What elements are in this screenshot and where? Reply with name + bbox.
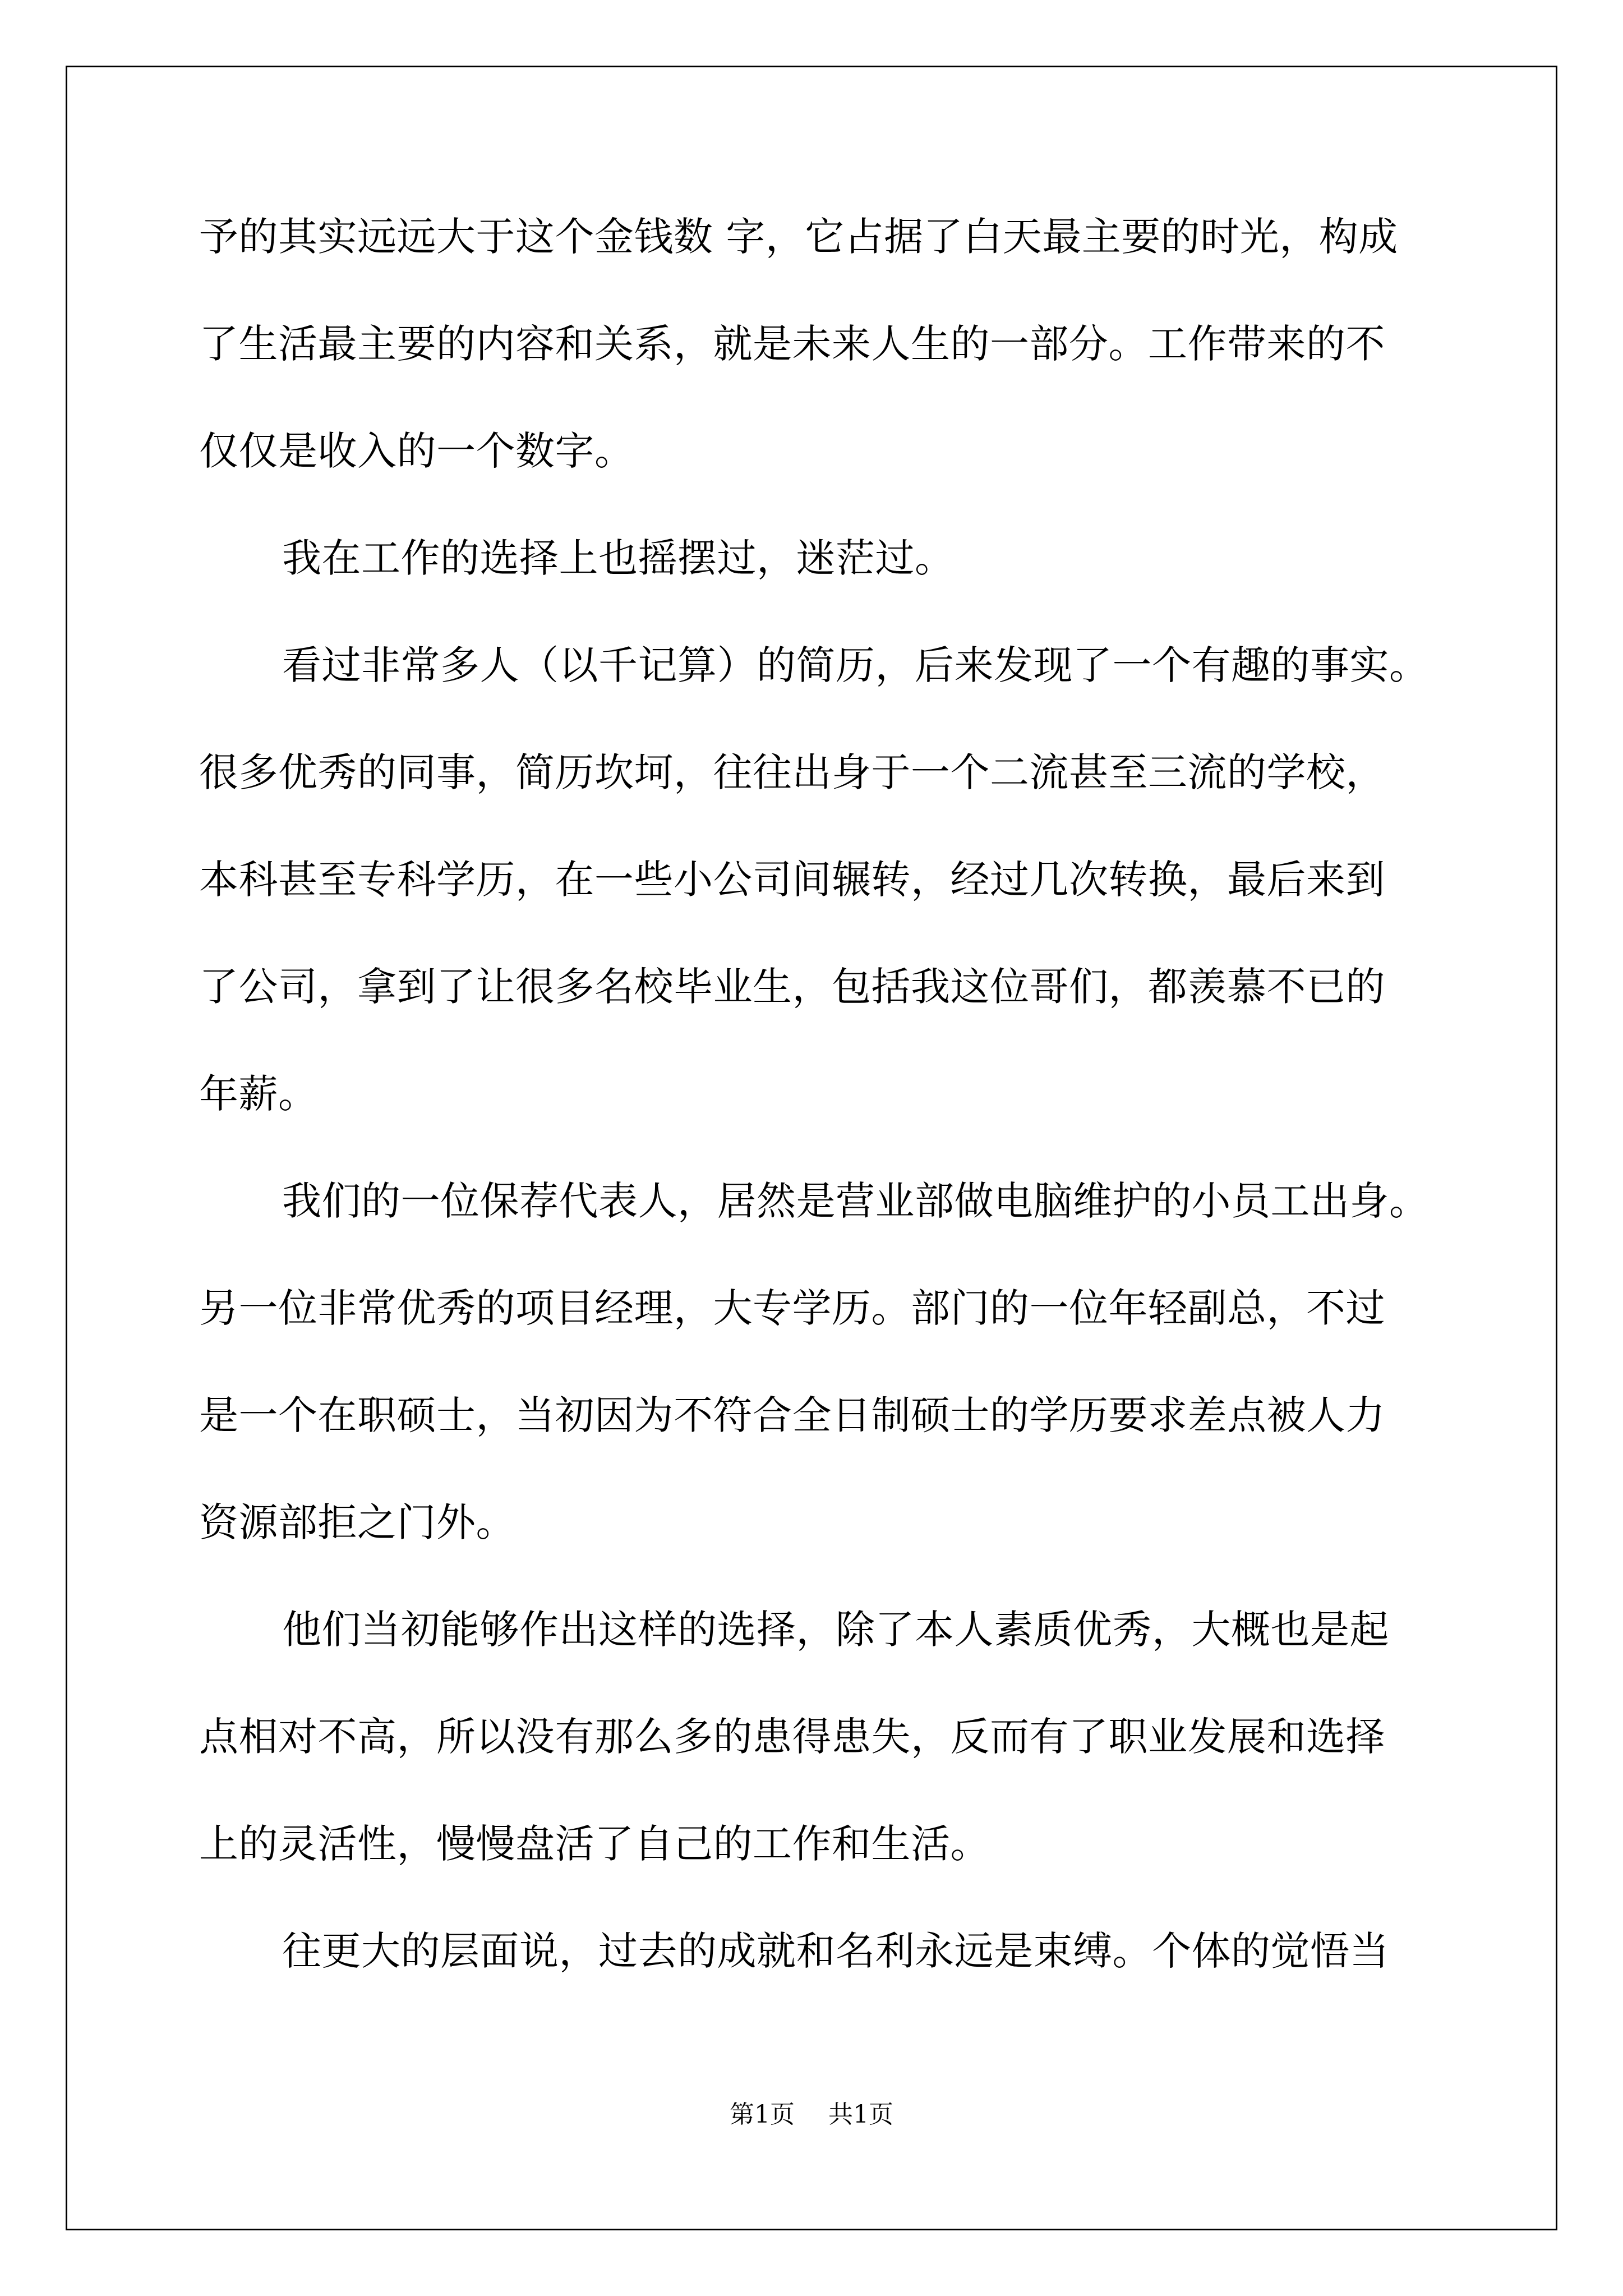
text-line: 另一位非常优秀的项目经理，大专学历。部门的一位年轻副总，不过	[199, 1285, 1385, 1331]
body-text	[199, 209, 1450, 2030]
text-line: 资源部拒之门外。	[199, 1499, 515, 1545]
text-line: 予的其实远远大于这个金钱数 字，它占据了白天最主要的时光，构成	[199, 214, 1398, 260]
text-line: 往更大的层面说，过去的成就和名利永远是束缚。个体的觉悟当	[282, 1928, 1389, 1974]
text-line: 很多优秀的同事，简历坎坷，往往出身于一个二流甚至三流的学校，	[199, 749, 1385, 795]
text-line: 上的灵活性，慢慢盘活了自己的工作和生活。	[199, 1821, 990, 1867]
text-line: 他们当初能够作出这样的选择，除了本人素质优秀，大概也是起	[282, 1607, 1389, 1653]
text-line: 年薪。	[199, 1071, 318, 1117]
page-number-total: 共1页	[828, 2100, 893, 2129]
text-line: 我在工作的选择上也摇摆过，迷茫过。	[282, 535, 955, 581]
text-line: 了生活最主要的内容和关系，就是未来人生的一部分。工作带来的不	[199, 321, 1385, 367]
page-number-current: 第1页	[730, 2100, 795, 2129]
text-line: 我们的一位保荐代表人，居然是营业部做电脑维护的小员工出身。	[282, 1178, 1429, 1224]
text-line: 是一个在职硕士，当初因为不符合全日制硕士的学历要求差点被人力	[199, 1392, 1385, 1438]
text-line: 看过非常多人（以千记算）的简历，后来发现了一个有趣的事实。	[282, 642, 1429, 688]
text-line: 仅仅是收入的一个数字。	[199, 428, 634, 474]
text-line: 点相对不高，所以没有那么多的患得患失，反而有了职业发展和选择	[199, 1714, 1385, 1760]
text-line: 了公司，拿到了让很多名校毕业生，包括我这位哥们，都羡慕不已的	[199, 964, 1385, 1010]
text-line: 本科甚至专科学历，在一些小公司间辗转，经过几次转换，最后来到	[199, 857, 1385, 903]
page-footer	[0, 2098, 1623, 2132]
